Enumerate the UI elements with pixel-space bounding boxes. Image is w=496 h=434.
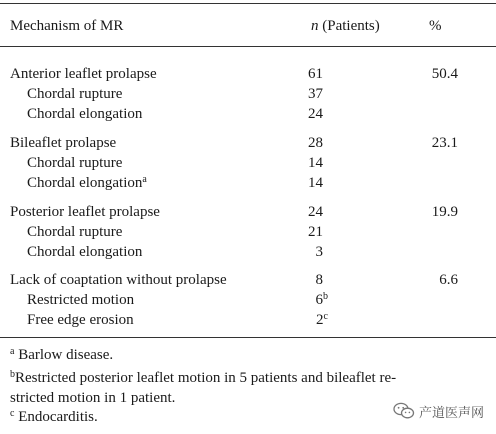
- mechanism-label: [27, 242, 142, 262]
- patient-count: [262, 310, 328, 330]
- table-subrow: [0, 242, 496, 262]
- table-row: [0, 64, 496, 84]
- header-n-symbol: n: [311, 18, 319, 34]
- footnote: [10, 345, 480, 365]
- mechanism-label: [27, 84, 122, 104]
- patient-count-value: 6: [315, 292, 323, 308]
- table-subrow: [0, 222, 496, 242]
- footnote-marker: a: [10, 346, 15, 357]
- footnote-text: Restricted posterior leaflet motion in 5 patients and bileaflet re- stricted motion in 1 patient.: [10, 370, 397, 406]
- percent-value: 23.1: [431, 135, 458, 151]
- mechanism-label-text: Restricted motion: [27, 292, 135, 308]
- mechanism-label-text: Chordal elongation: [27, 244, 143, 260]
- patient-count-value: 14: [308, 155, 323, 171]
- patient-count-value: 21: [308, 224, 323, 240]
- patient-count-value: 61: [308, 66, 323, 82]
- percent-value: 50.4: [431, 66, 458, 82]
- footnote-marker: c: [10, 408, 15, 419]
- patient-count: [262, 202, 328, 222]
- mechanism-label: [10, 133, 116, 153]
- footnote-text: Barlow disease.: [14, 347, 114, 363]
- mechanism-label: [27, 310, 134, 330]
- mechanism-label-text: Chordal rupture: [27, 224, 123, 240]
- mechanism-label: [27, 153, 122, 173]
- patient-count: [262, 64, 328, 84]
- footnote-marker: c: [323, 311, 328, 322]
- patient-count-value: 2: [316, 312, 324, 328]
- mechanism-label: [10, 270, 227, 290]
- table-subrow: [0, 290, 496, 310]
- table-subrow: [0, 84, 496, 104]
- patient-count-value: 37: [308, 86, 323, 102]
- mechanism-label-text: Chordal elongation: [27, 175, 143, 191]
- mechanism-label-text: Chordal elongation: [27, 106, 143, 122]
- mechanism-label: [27, 222, 122, 242]
- patient-count-value: 24: [308, 204, 323, 220]
- table-subrow: [0, 310, 496, 330]
- mechanism-label-text: Free edge erosion: [27, 312, 134, 328]
- mechanism-label-text: Posterior leaflet prolapse: [10, 204, 160, 220]
- mechanism-label-text: Lack of coaptation without prolapse: [10, 272, 227, 288]
- patient-count: [262, 270, 328, 290]
- patient-count-value: 24: [308, 106, 323, 122]
- table-subrow: [0, 153, 496, 173]
- patient-count: [262, 104, 328, 124]
- mechanism-label: [10, 64, 157, 84]
- percent-value: 6.6: [439, 272, 458, 288]
- patient-count-value: 8: [315, 272, 323, 288]
- table-row: [0, 133, 496, 153]
- patient-count-value: 3: [315, 244, 323, 260]
- patient-count: [262, 84, 328, 104]
- patient-count: [262, 133, 328, 153]
- patient-count-value: 14: [308, 175, 323, 191]
- watermark: [393, 400, 484, 422]
- table-row: [0, 202, 496, 222]
- mechanism-label: [10, 202, 160, 222]
- footnote-text: Endocarditis.: [14, 409, 98, 425]
- patient-count: [262, 290, 328, 310]
- mechanism-label-text: Chordal rupture: [27, 155, 123, 171]
- footnote-marker: b: [10, 369, 15, 380]
- footnote-marker: a: [142, 174, 147, 185]
- patient-count: [262, 173, 328, 193]
- table-row: [0, 270, 496, 290]
- header-percent: %: [429, 18, 442, 34]
- mechanism-label: [27, 173, 147, 193]
- mechanism-label: [27, 290, 134, 310]
- table-subrow: [0, 173, 496, 193]
- table-bottom-rule: [0, 337, 496, 338]
- header-patients-label: (Patients): [318, 18, 380, 34]
- mechanism-label-text: Chordal rupture: [27, 86, 123, 102]
- mechanism-label: [27, 104, 142, 124]
- wechat-icon: [393, 402, 415, 420]
- patient-count: [262, 242, 328, 262]
- percent-value: 19.9: [431, 204, 458, 220]
- patient-count: [262, 153, 328, 173]
- watermark-text: 产道医声网: [419, 405, 485, 421]
- header-mechanism: Mechanism of MR: [10, 18, 124, 34]
- mechanism-label-text: Bileaflet prolapse: [10, 135, 117, 151]
- patient-count-value: 28: [308, 135, 323, 151]
- mechanism-label-text: Anterior leaflet prolapse: [10, 66, 157, 82]
- footnote-marker: b: [323, 291, 328, 302]
- patient-count: [262, 222, 328, 242]
- table-subrow: [0, 104, 496, 124]
